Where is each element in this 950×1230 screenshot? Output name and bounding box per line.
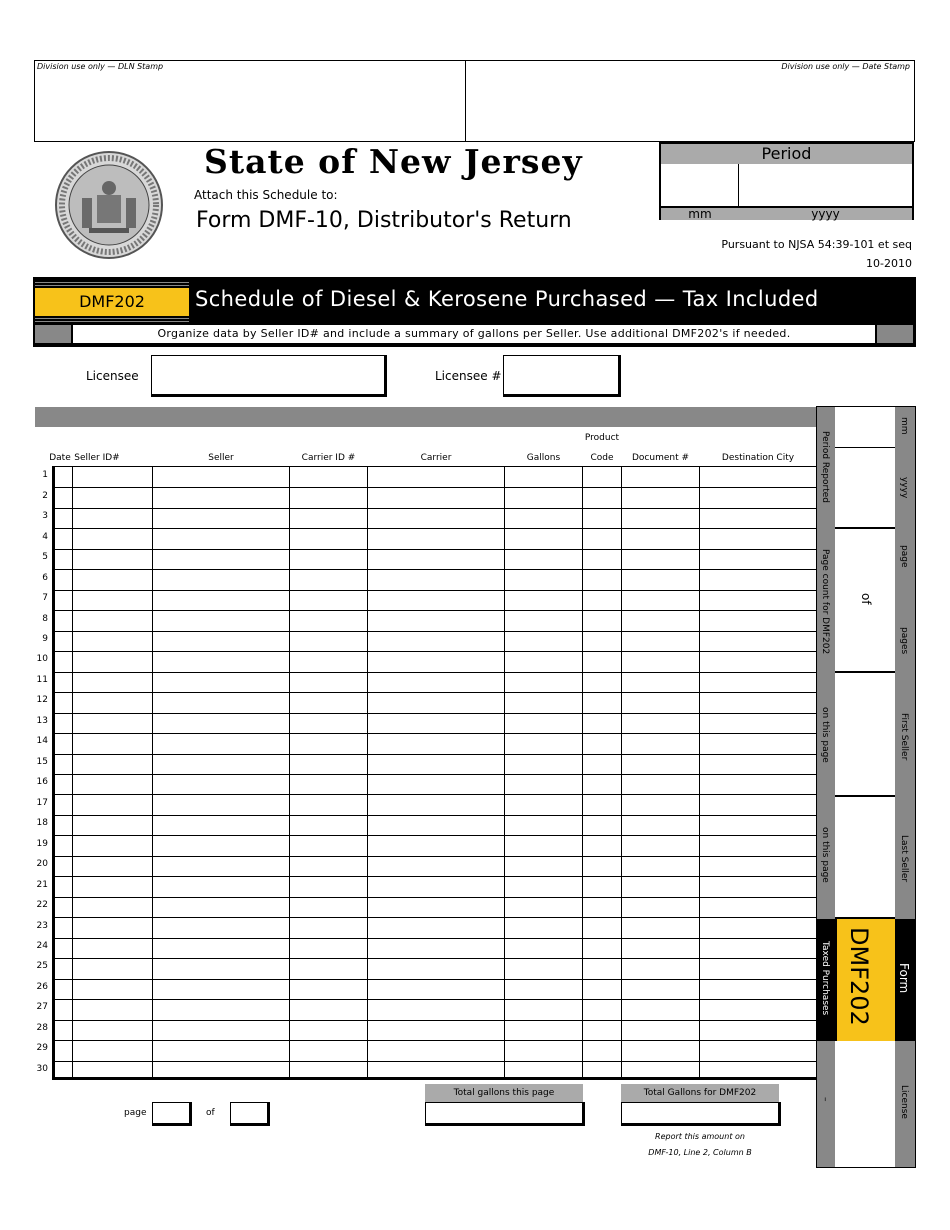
side-yyyy-label: yyyy — [899, 477, 909, 499]
col-seller: Seller — [208, 453, 234, 463]
side-mm-label: mm — [899, 417, 909, 435]
table-row-divider — [55, 897, 816, 898]
footer-pages-field[interactable] — [230, 1102, 270, 1126]
period-yyyy-label: yyyy — [739, 208, 912, 220]
attach-label: Attach this Schedule to: — [194, 188, 338, 202]
table-row-divider — [55, 1020, 816, 1021]
row-number: 28 — [36, 1022, 48, 1033]
table-row-divider — [55, 958, 816, 959]
instructions: Organize data by Seller ID# and include a summary of gallons per Seller. Use additional DMF202's if needed. — [73, 325, 875, 343]
instructions-cap — [35, 325, 71, 343]
table-row-divider — [55, 610, 816, 611]
table-row-divider — [55, 487, 816, 488]
footer-page-label: page — [124, 1108, 147, 1118]
page-count-label: Page count for DMF202 — [820, 549, 830, 655]
revision-date: 10-2010 — [866, 257, 912, 270]
total-page-field[interactable] — [425, 1102, 585, 1126]
instructions-cap — [877, 325, 913, 343]
row-number: 15 — [36, 756, 48, 767]
table-row-divider — [55, 979, 816, 980]
schedule-code-badge: DMF202 — [35, 288, 189, 316]
table-row-divider — [55, 508, 816, 509]
purchases-table — [52, 466, 816, 1080]
table-row-divider — [55, 569, 816, 570]
row-number: 20 — [36, 859, 48, 870]
col-carrier-id: Carrier ID # — [301, 453, 356, 463]
table-row-divider — [55, 754, 816, 755]
row-number: 4 — [42, 531, 48, 542]
col-destination-city: Destination City — [721, 453, 795, 463]
state-seal-icon — [54, 150, 164, 260]
col-document: Document # — [631, 453, 690, 463]
period-reported-field[interactable] — [835, 407, 895, 529]
row-number: 16 — [36, 777, 48, 788]
col-date: Date — [49, 453, 71, 463]
row-number: 29 — [36, 1043, 48, 1054]
row-number: 3 — [42, 511, 48, 522]
row-number: 7 — [42, 593, 48, 604]
stamp-divider — [465, 61, 466, 141]
first-seller-label: First Seller — [899, 713, 909, 761]
taxed-purchases-label: Taxed Purchases — [820, 941, 830, 1016]
row-number: 11 — [36, 674, 48, 685]
table-row-divider — [55, 917, 816, 918]
dln-stamp-label: Division use only — DLN Stamp — [37, 62, 164, 71]
licensee-label: Licensee — [86, 369, 139, 383]
row-number: 18 — [36, 818, 48, 829]
table-row-divider — [55, 672, 816, 673]
side-form-label: Form — [897, 963, 911, 994]
col-code: Code — [590, 453, 614, 463]
col-gallons: Gallons — [526, 453, 561, 463]
schedule-title: Schedule of Diesel & Kerosene Purchased — Tax Included — [195, 287, 819, 311]
row-number: 23 — [36, 920, 48, 931]
form-name: Form DMF-10, Distributor's Return — [196, 208, 572, 233]
table-row-divider — [55, 815, 816, 816]
row-number: 8 — [42, 613, 48, 624]
row-number: 21 — [36, 879, 48, 890]
row-number: 13 — [36, 715, 48, 726]
row-number: 14 — [36, 736, 48, 747]
row-number: 22 — [36, 900, 48, 911]
total-page-label: Total gallons this page — [425, 1084, 583, 1102]
side-panel — [816, 406, 916, 1168]
period-box — [659, 142, 914, 220]
last-seller-field[interactable] — [835, 797, 895, 919]
side-pages-label: pages — [899, 627, 909, 655]
col-seller-id: Seller ID# — [74, 453, 120, 463]
table-row-divider — [55, 733, 816, 734]
table-row-divider — [55, 713, 816, 714]
tag-stripe — [35, 282, 189, 286]
tag-stripe — [35, 318, 189, 322]
table-row-divider — [55, 999, 816, 1000]
side-page-label: page — [899, 545, 909, 568]
row-number: 24 — [36, 940, 48, 951]
table-row-divider — [55, 1061, 816, 1062]
table-row-divider — [55, 876, 816, 877]
footer-of-label: of — [206, 1108, 215, 1118]
table-row-divider — [55, 1040, 816, 1041]
table-row-divider — [55, 856, 816, 857]
report-note-line2: DMF-10, Line 2, Column B — [648, 1148, 752, 1157]
row-number: 9 — [42, 633, 48, 644]
row-number: 27 — [36, 1002, 48, 1013]
row-number: 19 — [36, 838, 48, 849]
total-form-label: Total Gallons for DMF202 — [621, 1084, 779, 1102]
period-title: Period — [661, 144, 912, 164]
license-dash: – — [820, 1097, 830, 1102]
first-seller-on-page-label: on this page — [820, 707, 830, 763]
license-label: License — [899, 1085, 909, 1119]
report-note-line1: Report this amount on — [655, 1132, 745, 1141]
table-row-divider — [55, 528, 816, 529]
first-seller-field[interactable] — [835, 673, 895, 797]
col-carrier: Carrier — [420, 453, 452, 463]
division-stamp-area — [34, 60, 915, 142]
period-yyyy-field[interactable] — [739, 164, 912, 208]
licensee-number-label: Licensee # — [435, 369, 502, 383]
last-seller-on-page-label: on this page — [820, 827, 830, 883]
side-form-code: DMF202 — [845, 927, 873, 1026]
table-row-divider — [55, 549, 816, 550]
period-mm-field[interactable] — [661, 164, 739, 208]
row-number: 30 — [36, 1063, 48, 1074]
row-number: 17 — [36, 797, 48, 808]
date-stamp-label: Division use only — Date Stamp — [781, 62, 910, 71]
table-row-divider — [55, 835, 816, 836]
row-number: 1 — [42, 470, 48, 481]
table-row-divider — [55, 631, 816, 632]
table-header-band — [35, 407, 816, 427]
table-row-divider — [55, 774, 816, 775]
table-row-divider — [55, 651, 816, 652]
licensee-name-field[interactable] — [151, 355, 387, 397]
footer-page-field[interactable] — [152, 1102, 192, 1126]
row-number: 6 — [42, 572, 48, 583]
period-reported-label: Period Reported — [820, 431, 830, 504]
licensee-number-field[interactable] — [503, 355, 621, 397]
license-field[interactable] — [835, 1041, 895, 1167]
period-mm-label: mm — [661, 208, 739, 220]
state-title: State of New Jersey — [204, 142, 583, 181]
table-row-divider — [55, 938, 816, 939]
row-number: 5 — [42, 552, 48, 563]
row-number: 26 — [36, 981, 48, 992]
row-number: 12 — [36, 695, 48, 706]
table-row-divider — [55, 794, 816, 795]
table-row-divider — [55, 692, 816, 693]
product-header: Product — [584, 433, 620, 443]
row-number: 2 — [42, 490, 48, 501]
side-of-label: of — [859, 593, 873, 605]
row-number: 25 — [36, 961, 48, 972]
pursuant-text: Pursuant to NJSA 54:39-101 et seq — [721, 238, 912, 251]
last-seller-label: Last Seller — [899, 835, 909, 883]
table-row-divider — [55, 590, 816, 591]
row-number: 10 — [36, 654, 48, 665]
total-form-field[interactable] — [621, 1102, 781, 1126]
